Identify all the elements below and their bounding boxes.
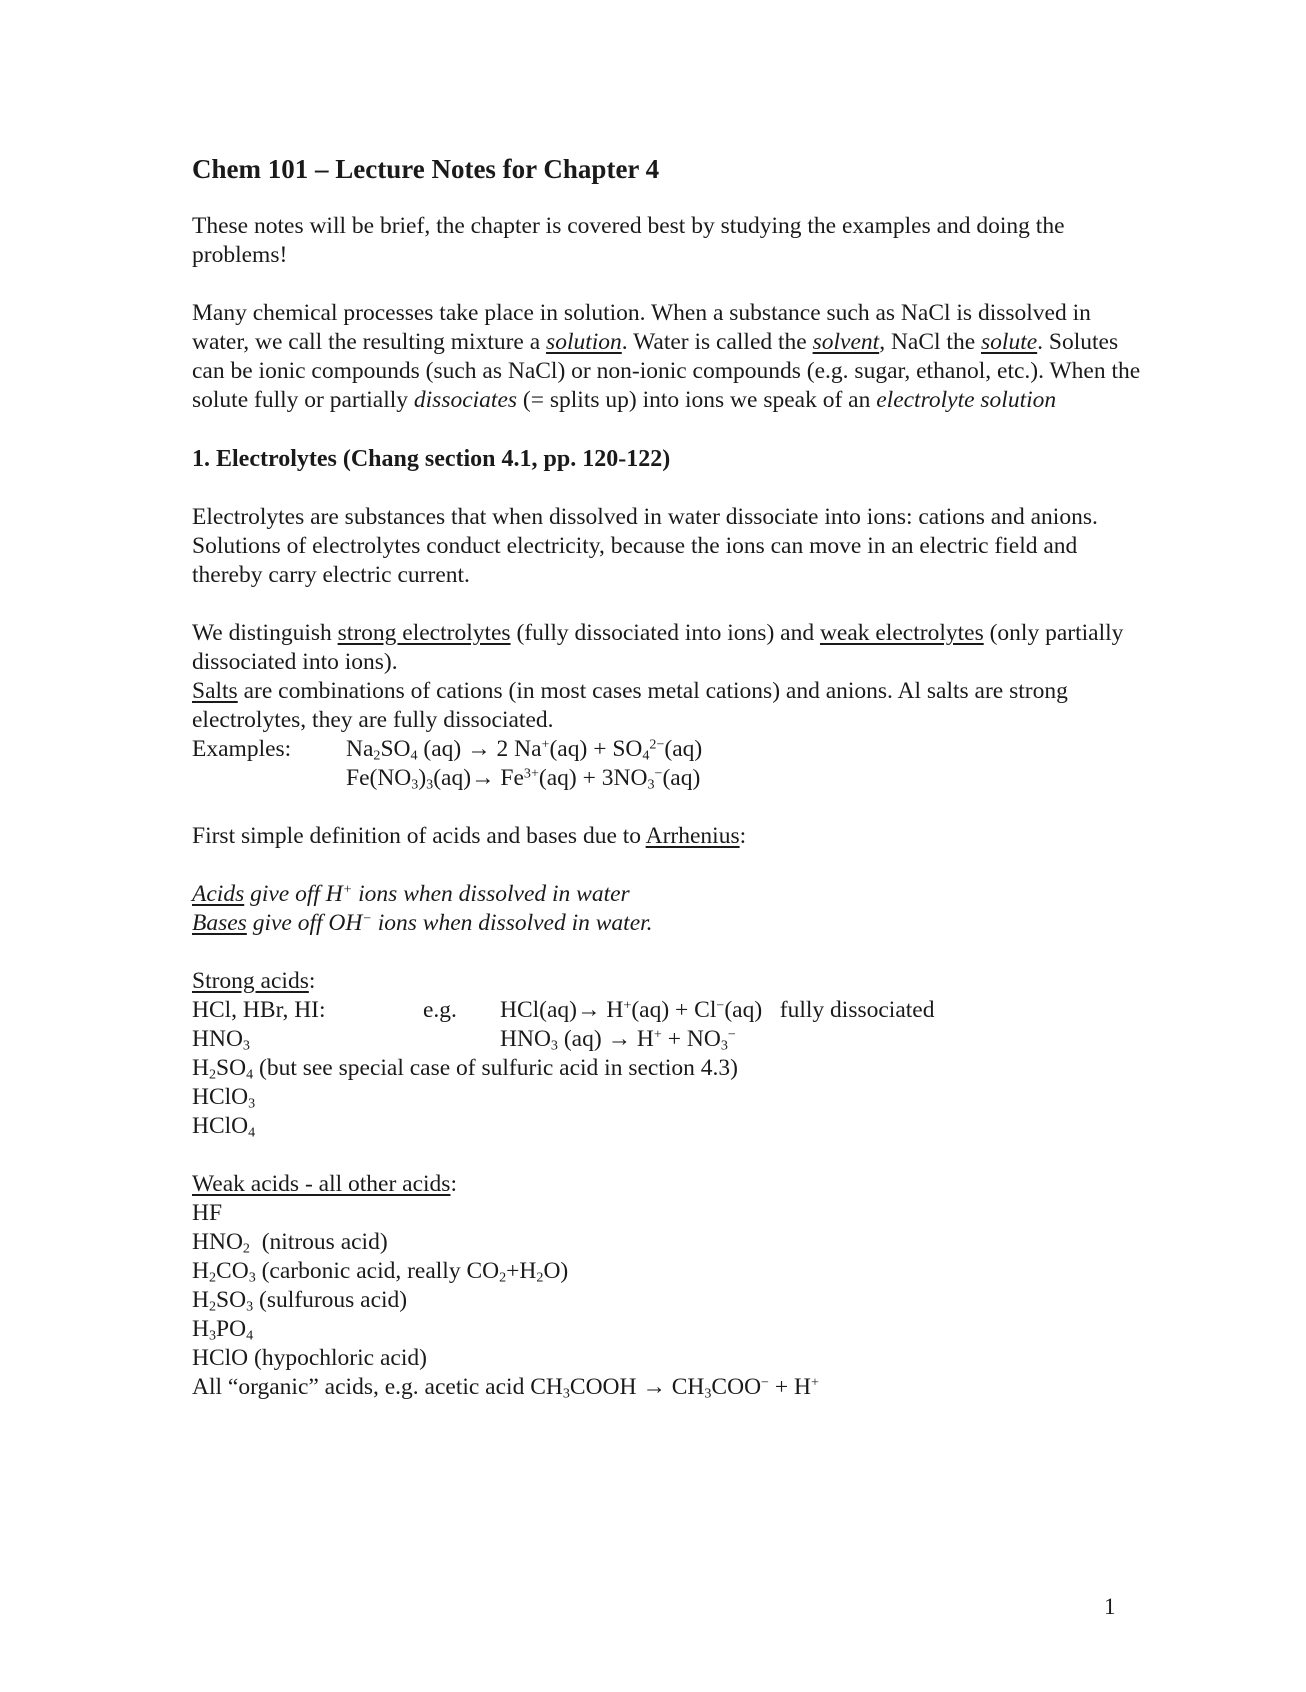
example-equation-2 — [192, 764, 1152, 793]
text-run: . Solutes can be ionic compounds (such as NaCl) or non-ionic compounds (e.g. sugar, ethanol, etc.). When the solute fully or partially — [192, 329, 1141, 413]
weak-acid-hclo: HClO (hypochloric acid) — [192, 1345, 427, 1371]
text-run: : — [308, 968, 316, 994]
blank-cell — [192, 764, 346, 793]
strong-acid-hclo3: HClO$_3$ — [192, 1084, 256, 1112]
strong-weak-paragraph — [192, 619, 1152, 677]
weak-acid-hno2: $HNO_2$ (nitrous acid) — [192, 1229, 388, 1257]
spacer — [192, 793, 1152, 822]
term-bases: Bases — [192, 910, 247, 936]
page-content — [192, 152, 1152, 1402]
weak-acids-heading — [192, 1170, 1152, 1199]
strong-acid-h2so4: $H_2SO_4$ (but see special case of sulfuric acid in section 4.3) — [192, 1055, 738, 1083]
weak-acid-h2co3: $H_2CO_3$ (carbonic acid, really $CO_2+H_2O$) — [192, 1258, 569, 1286]
text-run: We distinguish — [192, 620, 338, 646]
text-run: First simple definition of acids and bases due to — [192, 823, 646, 849]
example-equation-1 — [192, 735, 1152, 764]
spacer — [192, 415, 1152, 444]
section-heading: 1. Electrolytes (Chang section 4.1, pp. 120-122) — [192, 446, 671, 472]
heading-text: Strong acids — [192, 968, 309, 994]
spacer — [192, 474, 1152, 503]
term-solvent: solvent — [812, 329, 880, 355]
spacer — [192, 590, 1152, 619]
equation-text: $HNO_3$ $(aq) \to H^+ + NO_3^-$ — [500, 1026, 736, 1054]
spacer — [192, 1141, 1152, 1170]
examples-label: Examples: — [192, 736, 292, 762]
weak-acid-h2so3: $H_2SO_3$ (sulfurous acid) — [192, 1287, 408, 1315]
bases-definition — [192, 909, 1152, 938]
text-run: (= splits up) into ions we speak of an — [517, 387, 877, 413]
term-strong-electrolytes: strong electrolytes — [337, 620, 511, 646]
acid-label: $HNO_3$ — [192, 1026, 250, 1054]
text-run: (but see special case of sulfuric acid in section 4.3) — [253, 1055, 738, 1081]
spacer — [192, 270, 1152, 299]
text-run: Many chemical processes take place in solution. When a substance such as NaCl is dissolved in water, we call the resulting mixture a — [192, 300, 1091, 355]
text-run: (nitrous acid) — [261, 1229, 388, 1255]
text-run: ions when dissolved in water — [352, 881, 630, 907]
intro-paragraph: These notes will be brief, the chapter is covered best by studying the examples and doing the problems! — [192, 213, 1065, 268]
electrolytes-paragraph: Electrolytes are substances that when dissolved in water dissociate into ions: cations and anions. Solutions of electrolytes conduct electricity, because the ions can move in an electric field and thereby carry electric current. — [192, 504, 1098, 588]
spacer — [192, 851, 1152, 880]
page-title: Chem 101 – Lecture Notes for Chapter 4 — [192, 154, 660, 184]
term-weak-electrolytes: weak electrolytes — [819, 620, 984, 646]
salts-paragraph — [192, 677, 1152, 735]
text-run: are combinations of cations (in most cases metal cations) and anions. Al salts are strong electrolytes, they are fully dissociated. — [192, 678, 1068, 733]
strong-acid-row-2 — [192, 1025, 1152, 1054]
text-run: , NaCl the — [879, 329, 982, 355]
text-run: (carbonic acid, really CO — [261, 1258, 500, 1284]
equation-text: HCl(aq)→ H+(aq) + Cl−(aq) — [500, 997, 780, 1023]
text-run: (fully dissociated into ions) and — [510, 620, 820, 646]
term-solution: solution — [546, 329, 622, 355]
text-run: give off OH — [246, 910, 363, 936]
page-number: 1 — [1104, 1594, 1116, 1619]
equation-text: $Na_2SO_4$ (aq) → 2 $Na^+(aq) + SO_4^{2-}(aq)$ — [346, 736, 703, 764]
text-run: ions when dissolved in water. — [371, 910, 653, 936]
term-dissociates: dissociates — [413, 387, 518, 413]
spacer — [192, 938, 1152, 967]
term-salts: Salts — [192, 678, 238, 704]
minus-sup: − — [362, 910, 372, 927]
strong-acid-row-1 — [192, 996, 1152, 1025]
heading-text: Weak acids - all other acids — [192, 1171, 451, 1197]
weak-acid-h3po4: $H_3PO_4$ — [192, 1316, 254, 1344]
term-acids: Acids — [192, 881, 245, 907]
text-run: All “organic” acids, e.g. acetic acid CH — [192, 1374, 563, 1400]
text-run: (only partially dissociated into ions). — [192, 620, 1124, 675]
arrhenius-paragraph — [192, 822, 1152, 851]
text-run: give off H — [244, 881, 343, 907]
text-run: (sulfurous acid) — [259, 1287, 408, 1313]
text-run: : — [739, 823, 747, 849]
term-electrolyte-solution: electrolyte solution — [876, 387, 1057, 413]
term-arrhenius: Arrhenius — [645, 823, 740, 849]
text-run: : — [450, 1171, 457, 1197]
plus-sup: + — [342, 881, 353, 898]
acids-definition — [192, 880, 1152, 909]
eg-label: e.g. — [423, 997, 457, 1023]
weak-acid-hf: HF — [192, 1200, 223, 1226]
blank-cell — [423, 1025, 500, 1054]
solution-paragraph — [192, 299, 1152, 415]
strong-acid-hclo4: HClO$_4$ — [192, 1113, 256, 1141]
strong-acids-heading — [192, 967, 1152, 996]
fully-dissociated-note: fully dissociated — [779, 997, 935, 1023]
acid-label: HCl, HBr, HI: — [192, 997, 326, 1023]
equation-text: $Fe(NO_3)_3(aq)\to Fe^{3+}(aq) + 3NO_3^-(aq)$ — [346, 765, 701, 793]
weak-acid-organic: All “organic” acids, e.g. acetic acid $CH_3COOH \to CH_3COO^- + H^+$ — [192, 1374, 819, 1402]
term-solute: solute — [981, 329, 1038, 355]
text-run: . Water is called the — [621, 329, 813, 355]
